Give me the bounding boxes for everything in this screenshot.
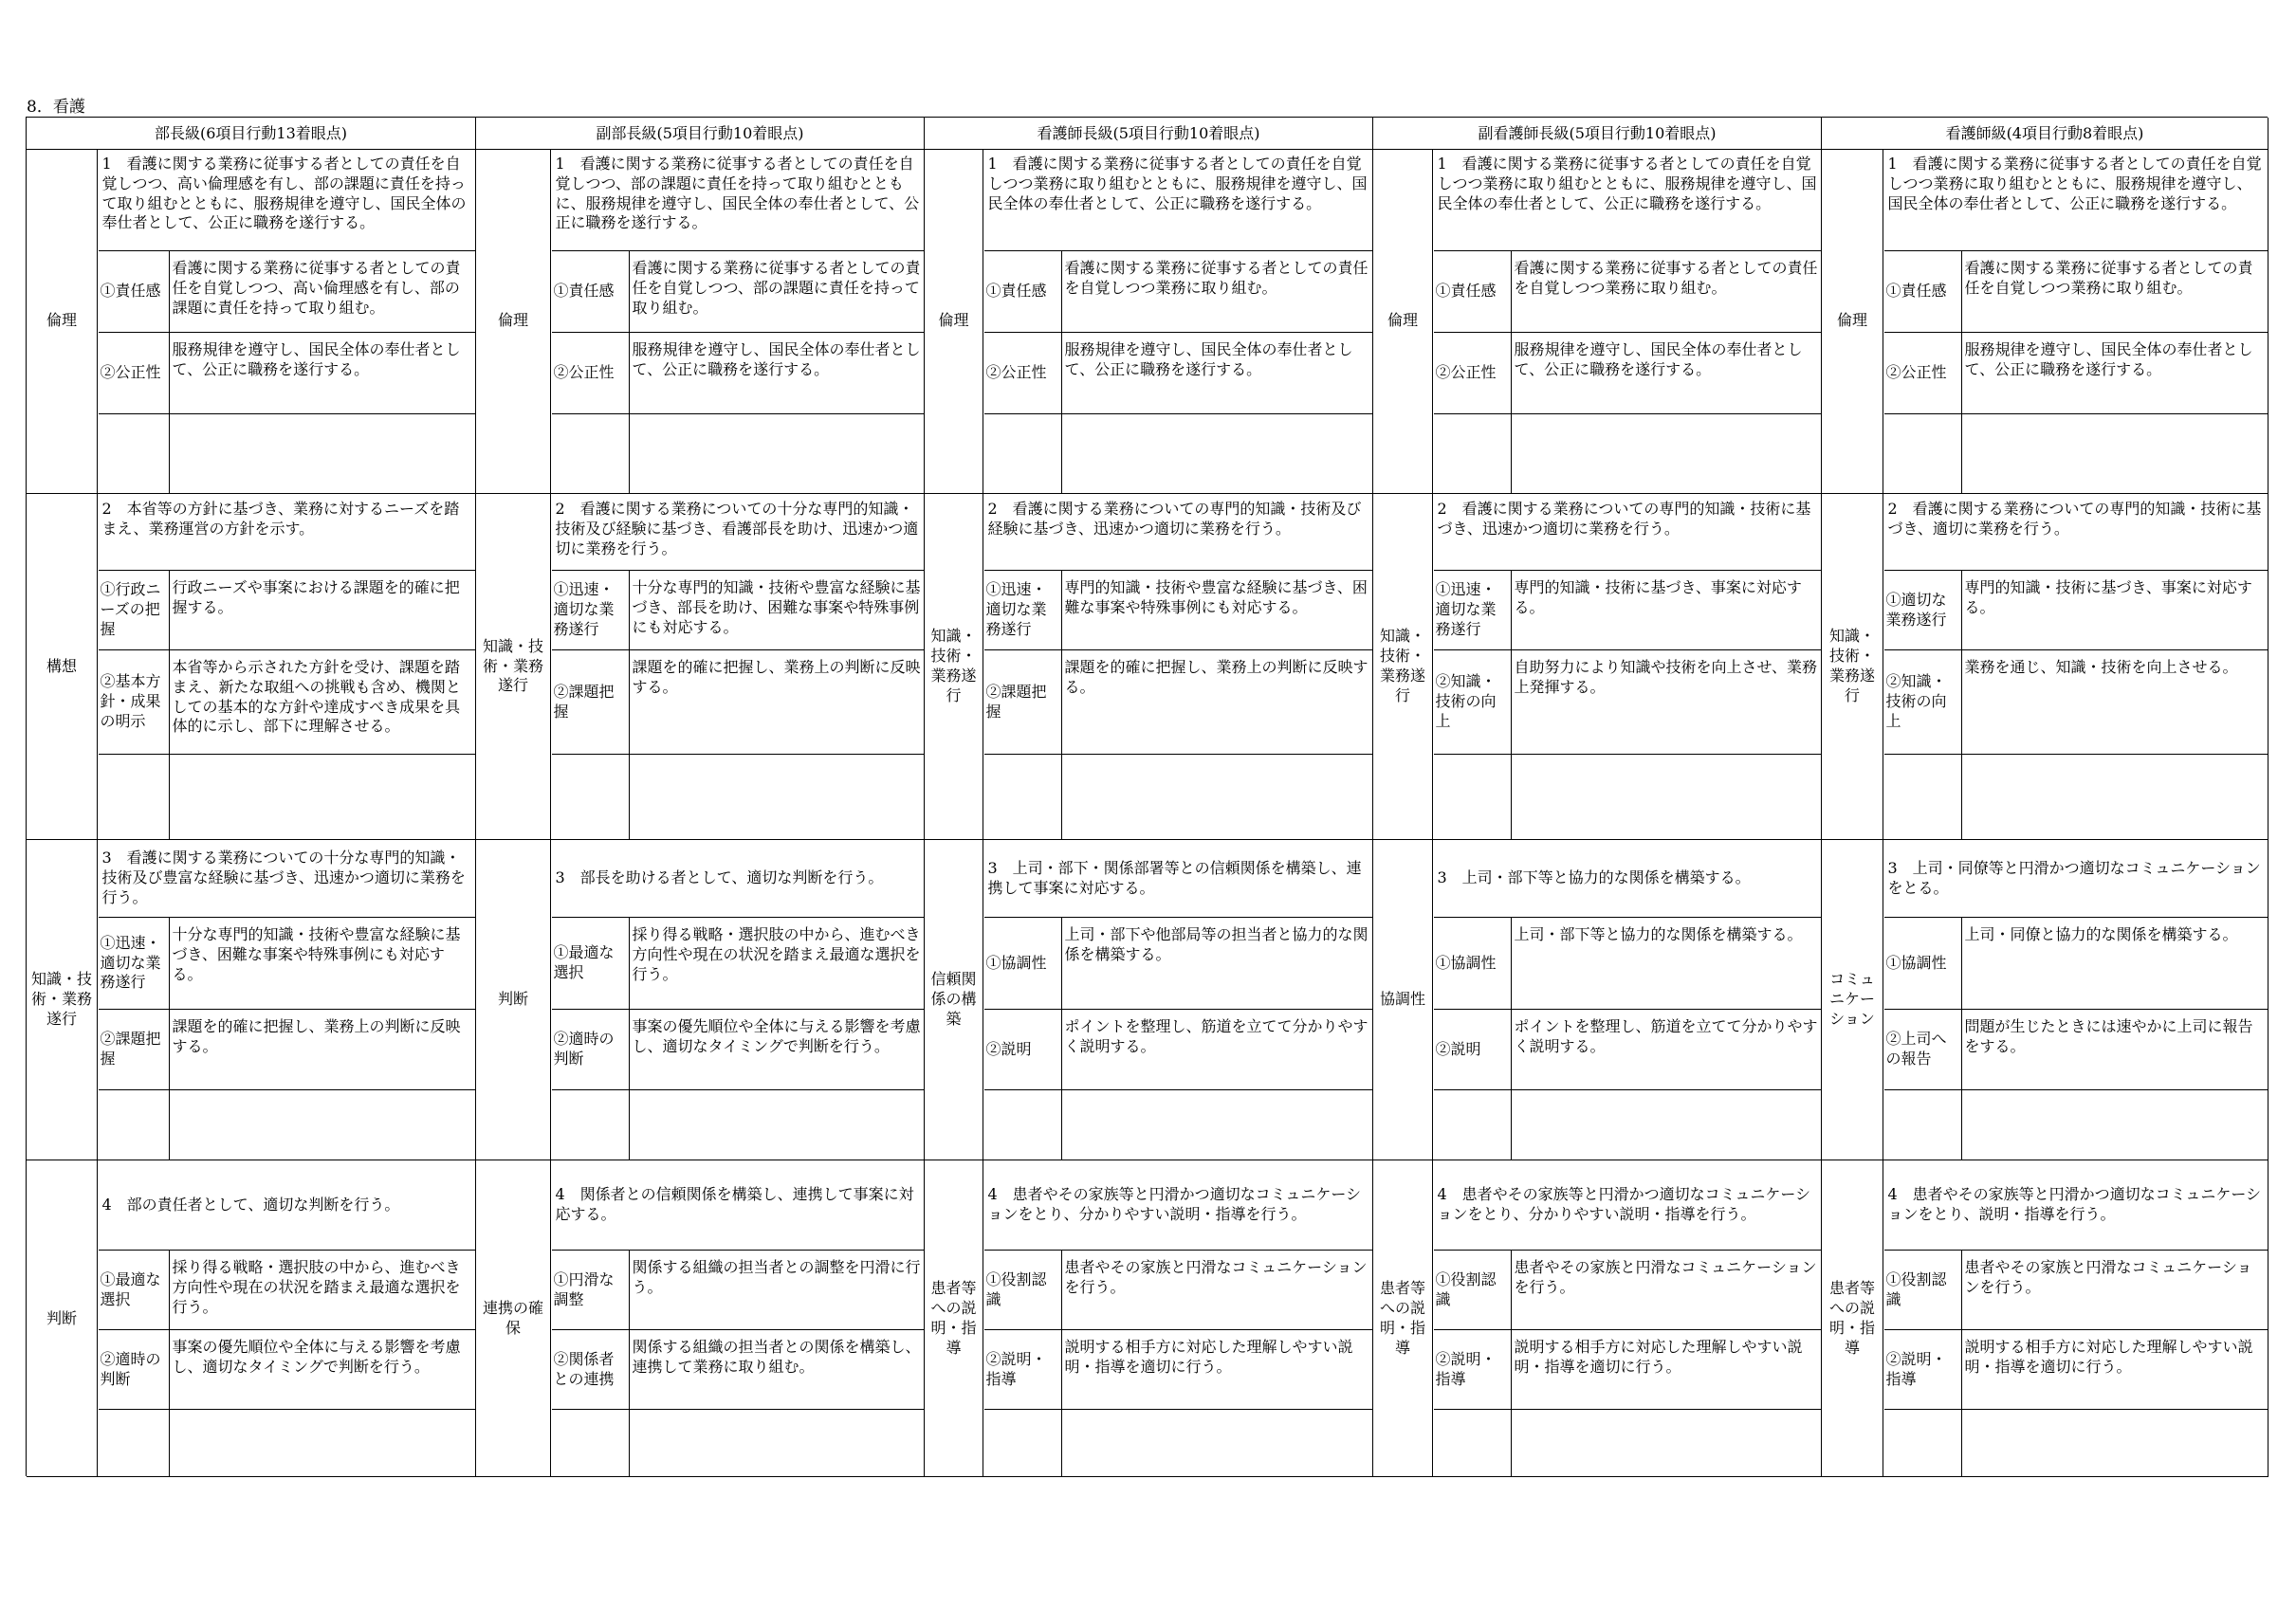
focus-point-text xyxy=(630,1410,925,1477)
focus-point-row xyxy=(1434,1010,1822,1090)
competency-category: 倫理 xyxy=(925,149,983,493)
competency-section xyxy=(1373,1160,1821,1477)
competency-category: 患者等への説明・指導 xyxy=(1822,1160,1883,1477)
focus-point-row xyxy=(552,650,925,755)
focus-point-text: 行政ニーズや事案における課題を的確に把握する。 xyxy=(172,578,460,616)
focus-point-text: 上司・部下や他部局等の担当者と協力的な関係を構築する。 xyxy=(1064,925,1368,963)
focus-point-label: ①協調性 xyxy=(1884,918,1962,1009)
focus-point-label xyxy=(1434,755,1512,840)
focus-point-label xyxy=(1884,414,1962,494)
focus-point-row xyxy=(99,1010,476,1090)
focus-point-text xyxy=(1512,414,1822,494)
focus-point-label: ①責任感 xyxy=(1884,251,1962,332)
focus-point-text xyxy=(1062,414,1373,494)
competency-section xyxy=(1822,840,2268,1160)
focus-point-label: ②公正性 xyxy=(1434,333,1512,413)
focus-point-row xyxy=(1884,650,2268,755)
competency-heading: 2 看護に関する業務についての専門的知識・技術に基づき、適切に業務を行う。 xyxy=(1884,494,2268,571)
competency-heading: 1 看護に関する業務に従事する者としての責任を自覚しつつ業務に取り組むとともに、服務規律を遵守し、国民全体の奉仕者として、公正に職務を遂行する。 xyxy=(1434,149,1822,251)
focus-point-row xyxy=(552,333,925,414)
focus-point-label: ②公正性 xyxy=(552,333,630,413)
focus-point-row xyxy=(1884,1410,2268,1477)
focus-point-label: ②知識・技術の向上 xyxy=(1434,650,1512,754)
focus-point-text: 看護に関する業務に従事する者としての責任を自覚しつつ業務に取り組む。 xyxy=(1064,259,1368,297)
focus-point-text: 業務を通じ、知識・技術を向上させる。 xyxy=(1964,658,2238,676)
competency-section xyxy=(476,149,924,494)
focus-point-row xyxy=(99,1330,476,1410)
focus-point-text xyxy=(1512,1090,1822,1160)
focus-point-label: ②上司への報告 xyxy=(1884,1010,1962,1089)
focus-point-label: ①責任感 xyxy=(552,251,630,332)
focus-point-label: ②説明・指導 xyxy=(1434,1330,1512,1409)
competency-section xyxy=(476,840,924,1160)
competency-section xyxy=(925,1160,1372,1477)
focus-point-text xyxy=(170,755,476,840)
competency-heading: 1 看護に関する業務に従事する者としての責任を自覚しつつ業務に取り組むとともに、服務規律を遵守し、国民全体の奉仕者として、公正に職務を遂行する。 xyxy=(1884,149,2268,251)
competency-category: 患者等への説明・指導 xyxy=(1373,1160,1433,1477)
competency-heading: 4 患者やその家族等と円滑かつ適切なコミュニケーションをとり、説明・指導を行う。 xyxy=(1884,1160,2268,1251)
competency-heading: 3 看護に関する業務についての十分な専門的知識・技術及び豊富な経験に基づき、迅速かつ適切に業務を行う。 xyxy=(99,840,476,918)
focus-point-row xyxy=(984,414,1373,494)
focus-point-label: ②適時の判断 xyxy=(99,1330,170,1409)
competency-category: 知識・技術・業務遂行 xyxy=(27,840,98,1160)
focus-point-text xyxy=(1962,1410,2268,1477)
focus-point-row xyxy=(1884,1090,2268,1160)
focus-point-label xyxy=(552,1410,630,1477)
focus-point-text: 専門的知識・技術に基づき、事案に対応する。 xyxy=(1514,578,1802,616)
focus-point-label: ②課題把握 xyxy=(552,650,630,754)
focus-point-label: ①迅速・適切な業務遂行 xyxy=(984,571,1062,649)
competency-category: 知識・技術・業務遂行 xyxy=(1822,494,1883,839)
grade-header: 部長級(6項目行動13着眼点) xyxy=(27,118,475,150)
focus-point-label: ①責任感 xyxy=(99,251,170,332)
focus-point-label: ①迅速・適切な業務遂行 xyxy=(552,571,630,649)
focus-point-label xyxy=(1434,1410,1512,1477)
focus-point-row xyxy=(552,755,925,840)
focus-point-row xyxy=(1434,571,1822,650)
competency-category: 知識・技術・業務遂行 xyxy=(1373,494,1433,839)
competency-section xyxy=(476,1160,924,1477)
focus-point-text xyxy=(170,1090,476,1160)
focus-point-label: ①役割認識 xyxy=(1434,1251,1512,1329)
focus-point-text: 十分な専門的知識・技術や豊富な経験に基づき、困難な事案や特殊事例にも対応する。 xyxy=(172,925,461,983)
focus-point-label xyxy=(99,1090,170,1160)
grade-header: 看護師長級(5項目行動10着眼点) xyxy=(925,118,1372,150)
focus-point-row xyxy=(1884,414,2268,494)
competency-category: 患者等への説明・指導 xyxy=(925,1160,983,1477)
focus-point-label: ①役割認識 xyxy=(1884,1251,1962,1329)
focus-point-row xyxy=(1434,755,1822,840)
grade-column xyxy=(476,118,925,1477)
grade-column xyxy=(27,118,476,1477)
focus-point-text: 患者やその家族と円滑なコミュニケーションを行う。 xyxy=(1964,1258,2252,1296)
focus-point-row xyxy=(984,650,1373,755)
focus-point-row xyxy=(552,251,925,333)
focus-point-row xyxy=(99,1251,476,1330)
focus-point-row xyxy=(1434,918,1822,1010)
focus-point-label: ②適時の判断 xyxy=(552,1010,630,1089)
evaluation-table xyxy=(26,117,2268,1476)
focus-point-text xyxy=(170,1410,476,1477)
focus-point-row xyxy=(552,571,925,650)
focus-point-text xyxy=(1062,1410,1373,1477)
competency-category: 判断 xyxy=(27,1160,98,1477)
focus-point-text xyxy=(630,414,925,494)
focus-point-row xyxy=(984,1010,1373,1090)
focus-point-text: 看護に関する業務に従事する者としての責任を自覚しつつ、高い倫理感を有し、部の課題に責任を持って取り組む。 xyxy=(172,259,461,317)
focus-point-label xyxy=(984,755,1062,840)
focus-point-label: ①適切な業務遂行 xyxy=(1884,571,1962,649)
focus-point-text: 看護に関する業務に従事する者としての責任を自覚しつつ、部の課題に責任を持って取り組む。 xyxy=(632,259,921,317)
competency-section xyxy=(925,494,1372,840)
competency-section xyxy=(476,494,924,840)
focus-point-row xyxy=(552,1410,925,1477)
focus-point-text: 採り得る戦略・選択肢の中から、進むべき方向性や現在の状況を踏まえ最適な選択を行う。 xyxy=(632,925,921,983)
focus-point-label xyxy=(1884,1410,1962,1477)
focus-point-row xyxy=(99,1410,476,1477)
focus-point-row xyxy=(552,918,925,1010)
focus-point-text: 上司・部下等と協力的な関係を構築する。 xyxy=(1514,925,1803,943)
focus-point-row xyxy=(1434,1410,1822,1477)
competency-heading: 2 看護に関する業務についての十分な専門的知識・技術及び経験に基づき、看護部長を助け、迅速かつ適切に業務を行う。 xyxy=(552,494,925,571)
focus-point-label: ①迅速・適切な業務遂行 xyxy=(99,918,170,1009)
focus-point-label: ①責任感 xyxy=(984,251,1062,332)
focus-point-label: ②課題把握 xyxy=(99,1010,170,1089)
focus-point-row xyxy=(1434,1330,1822,1410)
focus-point-label xyxy=(984,1410,1062,1477)
competency-section xyxy=(1822,149,2268,494)
competency-category: 知識・技術・業務遂行 xyxy=(476,494,551,839)
focus-point-row xyxy=(1434,1090,1822,1160)
competency-category: 倫理 xyxy=(1822,149,1883,493)
focus-point-text: 服務規律を遵守し、国民全体の奉仕者として、公正に職務を遂行する。 xyxy=(1064,340,1353,378)
focus-point-label xyxy=(552,414,630,494)
focus-point-label: ①行政ニーズの把握 xyxy=(99,571,170,649)
focus-point-label xyxy=(552,755,630,840)
focus-point-text: 課題を的確に把握し、業務上の判断に反映する。 xyxy=(632,658,921,696)
competency-section xyxy=(925,840,1372,1160)
focus-point-row xyxy=(984,333,1373,414)
focus-point-row xyxy=(1434,414,1822,494)
focus-point-text: 服務規律を遵守し、国民全体の奉仕者として、公正に職務を遂行する。 xyxy=(1964,340,2253,378)
competency-section xyxy=(27,840,475,1160)
competency-section xyxy=(27,149,475,494)
page-title: 8．看護 xyxy=(27,98,85,117)
competency-category: 連携の確保 xyxy=(476,1160,551,1477)
focus-point-row xyxy=(1434,333,1822,414)
competency-category: 倫理 xyxy=(476,149,551,493)
grade-column xyxy=(925,118,1373,1477)
focus-point-label: ②説明・指導 xyxy=(984,1330,1062,1409)
focus-point-text: 服務規律を遵守し、国民全体の奉仕者として、公正に職務を遂行する。 xyxy=(632,340,921,378)
competency-heading: 3 部長を助ける者として、適切な判断を行う。 xyxy=(552,840,925,918)
focus-point-text xyxy=(170,414,476,494)
focus-point-label: ①役割認識 xyxy=(984,1251,1062,1329)
focus-point-label: ②公正性 xyxy=(984,333,1062,413)
grade-column xyxy=(1373,118,1822,1477)
focus-point-label xyxy=(99,414,170,494)
focus-point-text: 看護に関する業務に従事する者としての責任を自覚しつつ業務に取り組む。 xyxy=(1514,259,1818,297)
focus-point-row xyxy=(984,918,1373,1010)
focus-point-row xyxy=(552,414,925,494)
focus-point-text: 自助努力により知識や技術を向上させ、業務上発揮する。 xyxy=(1514,658,1818,696)
competency-section xyxy=(1373,149,1821,494)
focus-point-label xyxy=(99,755,170,840)
focus-point-text: 専門的知識・技術に基づき、事案に対応する。 xyxy=(1964,578,2252,616)
focus-point-row xyxy=(1884,1330,2268,1410)
competency-heading: 2 看護に関する業務についての専門的知識・技術及び経験に基づき、迅速かつ適切に業務を行う。 xyxy=(984,494,1373,571)
focus-point-label xyxy=(1884,1090,1962,1160)
focus-point-row xyxy=(99,1090,476,1160)
focus-point-text: 服務規律を遵守し、国民全体の奉仕者として、公正に職務を遂行する。 xyxy=(172,340,461,378)
focus-point-text: 問題が生じたときには速やかに上司に報告をする。 xyxy=(1964,1017,2253,1055)
competency-section xyxy=(1822,1160,2268,1477)
competency-section xyxy=(1373,840,1821,1160)
focus-point-row xyxy=(984,755,1373,840)
focus-point-row xyxy=(984,1090,1373,1160)
focus-point-row xyxy=(552,1010,925,1090)
competency-category: 協調性 xyxy=(1373,840,1433,1160)
focus-point-text: 採り得る戦略・選択肢の中から、進むべき方向性や現在の状況を踏まえ最適な選択を行う。 xyxy=(172,1258,461,1316)
focus-point-row xyxy=(1884,571,2268,650)
focus-point-row xyxy=(1884,1251,2268,1330)
focus-point-text: 説明する相手方に対応した理解しやすい説明・指導を適切に行う。 xyxy=(1514,1338,1803,1376)
focus-point-row xyxy=(99,918,476,1010)
competency-section xyxy=(925,149,1372,494)
focus-point-label: ②知識・技術の向上 xyxy=(1884,650,1962,754)
focus-point-label: ②説明・指導 xyxy=(1884,1330,1962,1409)
focus-point-label: ②課題把握 xyxy=(984,650,1062,754)
focus-point-row xyxy=(1434,650,1822,755)
focus-point-text xyxy=(1062,1090,1373,1160)
competency-heading: 3 上司・部下等と協力的な関係を構築する。 xyxy=(1434,840,1822,918)
focus-point-text xyxy=(630,1090,925,1160)
focus-point-label: ①責任感 xyxy=(1434,251,1512,332)
focus-point-text xyxy=(1512,755,1822,840)
focus-point-text: 関係する組織の担当者との調整を円滑に行う。 xyxy=(632,1258,921,1296)
focus-point-text: 十分な専門的知識・技術や豊富な経験に基づき、部長を助け、困難な事案や特殊事例にも対応する。 xyxy=(632,578,921,636)
competency-category: 倫理 xyxy=(27,149,98,493)
focus-point-text: 本省等から示された方針を受け、課題を踏まえ、新たな取組への挑戦も含め、機関としての基本的な方針や達成すべき成果を具体的に示し、部下に理解させる。 xyxy=(172,658,461,736)
focus-point-label: ①協調性 xyxy=(984,918,1062,1009)
competency-section xyxy=(1822,494,2268,840)
focus-point-row xyxy=(99,755,476,840)
focus-point-text: ポイントを整理し、筋道を立てて分かりやすく説明する。 xyxy=(1514,1017,1818,1055)
focus-point-text: 課題を的確に把握し、業務上の判断に反映する。 xyxy=(172,1017,461,1055)
focus-point-row xyxy=(552,1090,925,1160)
focus-point-row xyxy=(99,333,476,414)
focus-point-text: 事案の優先順位や全体に与える影響を考慮し、適切なタイミングで判断を行う。 xyxy=(632,1017,921,1055)
focus-point-row xyxy=(984,571,1373,650)
grade-column xyxy=(1822,118,2268,1477)
focus-point-label: ②説明 xyxy=(984,1010,1062,1089)
focus-point-row xyxy=(984,1251,1373,1330)
focus-point-text xyxy=(1962,1090,2268,1160)
focus-point-row xyxy=(1884,251,2268,333)
competency-heading: 1 看護に関する業務に従事する者としての責任を自覚しつつ業務に取り組むとともに、服務規律を遵守し、国民全体の奉仕者として、公正に職務を遂行する。 xyxy=(984,149,1373,251)
competency-category: コミュニケーション xyxy=(1822,840,1883,1160)
competency-section xyxy=(27,1160,475,1477)
competency-heading: 2 看護に関する業務についての専門的知識・技術に基づき、迅速かつ適切に業務を行う。 xyxy=(1434,494,1822,571)
focus-point-text: 看護に関する業務に従事する者としての責任を自覚しつつ業務に取り組む。 xyxy=(1964,259,2253,297)
focus-point-row xyxy=(1884,755,2268,840)
focus-point-label: ②関係者との連携 xyxy=(552,1330,630,1409)
focus-point-row xyxy=(99,650,476,755)
focus-point-text: 事案の優先順位や全体に与える影響を考慮し、適切なタイミングで判断を行う。 xyxy=(172,1338,461,1376)
competency-heading: 1 看護に関する業務に従事する者としての責任を自覚しつつ、部の課題に責任を持って取り組むとともに、服務規律を遵守し、国民全体の奉仕者として、公正に職務を遂行する。 xyxy=(552,149,925,251)
focus-point-row xyxy=(99,414,476,494)
competency-category: 構想 xyxy=(27,494,98,839)
focus-point-text: 患者やその家族と円滑なコミュニケーションを行う。 xyxy=(1514,1258,1817,1296)
focus-point-label: ①迅速・適切な業務遂行 xyxy=(1434,571,1512,649)
competency-section xyxy=(1373,494,1821,840)
focus-point-text: 服務規律を遵守し、国民全体の奉仕者として、公正に職務を遂行する。 xyxy=(1514,340,1803,378)
focus-point-label xyxy=(99,1410,170,1477)
focus-point-text: 説明する相手方に対応した理解しやすい説明・指導を適切に行う。 xyxy=(1064,1338,1353,1376)
competency-heading: 2 本省等の方針に基づき、業務に対するニーズを踏まえ、業務運営の方針を示す。 xyxy=(99,494,476,571)
focus-point-label: ②基本方針・成果の明示 xyxy=(99,650,170,754)
focus-point-text: 課題を的確に把握し、業務上の判断に反映する。 xyxy=(1064,658,1368,696)
focus-point-text: 説明する相手方に対応した理解しやすい説明・指導を適切に行う。 xyxy=(1964,1338,2253,1376)
competency-heading: 3 上司・同僚等と円滑かつ適切なコミュニケーションをとる。 xyxy=(1884,840,2268,918)
competency-heading: 4 患者やその家族等と円滑かつ適切なコミュニケーションをとり、分かりやすい説明・指導を行う。 xyxy=(984,1160,1373,1251)
focus-point-text xyxy=(1062,755,1373,840)
competency-category: 信頼関係の構築 xyxy=(925,840,983,1160)
focus-point-label: ①最適な選択 xyxy=(552,918,630,1009)
focus-point-text xyxy=(1512,1410,1822,1477)
competency-heading: 4 部の責任者として、適切な判断を行う。 xyxy=(99,1160,476,1251)
focus-point-label xyxy=(984,414,1062,494)
grade-header: 看護師級(4項目行動8着眼点) xyxy=(1822,118,2268,150)
focus-point-row xyxy=(1884,1010,2268,1090)
focus-point-row xyxy=(1434,251,1822,333)
focus-point-row xyxy=(984,251,1373,333)
grade-header: 副看護師長級(5項目行動10着眼点) xyxy=(1373,118,1821,150)
focus-point-row xyxy=(984,1330,1373,1410)
focus-point-text xyxy=(1962,414,2268,494)
focus-point-row xyxy=(99,571,476,650)
focus-point-row xyxy=(1884,918,2268,1010)
focus-point-row xyxy=(1434,1251,1822,1330)
focus-point-label xyxy=(984,1090,1062,1160)
competency-heading: 4 患者やその家族等と円滑かつ適切なコミュニケーションをとり、分かりやすい説明・指導を行う。 xyxy=(1434,1160,1822,1251)
focus-point-text: 専門的知識・技術や豊富な経験に基づき、困難な事案や特殊事例にも対応する。 xyxy=(1064,578,1368,616)
focus-point-label xyxy=(1434,414,1512,494)
focus-point-label: ②公正性 xyxy=(99,333,170,413)
focus-point-row xyxy=(1884,333,2268,414)
focus-point-text xyxy=(1962,755,2268,840)
focus-point-label: ①最適な選択 xyxy=(99,1251,170,1329)
grade-header: 副部長級(5項目行動10着眼点) xyxy=(476,118,924,150)
competency-category: 判断 xyxy=(476,840,551,1160)
focus-point-text xyxy=(630,755,925,840)
competency-category: 倫理 xyxy=(1373,149,1433,493)
focus-point-label: ①円滑な調整 xyxy=(552,1251,630,1329)
focus-point-label: ①協調性 xyxy=(1434,918,1512,1009)
focus-point-row xyxy=(552,1330,925,1410)
focus-point-row xyxy=(99,251,476,333)
competency-heading: 4 関係者との信頼関係を構築し、連携して事案に対応する。 xyxy=(552,1160,925,1251)
competency-heading: 1 看護に関する業務に従事する者としての責任を自覚しつつ、高い倫理感を有し、部の課題に責任を持って取り組むとともに、服務規律を遵守し、国民全体の奉仕者として、公正に職務を遂行する。 xyxy=(99,149,476,251)
focus-point-row xyxy=(552,1251,925,1330)
focus-point-label: ②説明 xyxy=(1434,1010,1512,1089)
competency-section xyxy=(27,494,475,840)
focus-point-row xyxy=(984,1410,1373,1477)
competency-heading: 3 上司・部下・関係部署等との信頼関係を構築し、連携して事案に対応する。 xyxy=(984,840,1373,918)
focus-point-label xyxy=(1434,1090,1512,1160)
focus-point-label xyxy=(552,1090,630,1160)
focus-point-text: ポイントを整理し、筋道を立てて分かりやすく説明する。 xyxy=(1064,1017,1368,1055)
focus-point-text: 上司・同僚と協力的な関係を構築する。 xyxy=(1964,925,2238,943)
competency-category: 知識・技術・業務遂行 xyxy=(925,494,983,839)
focus-point-label xyxy=(1884,755,1962,840)
focus-point-label: ②公正性 xyxy=(1884,333,1962,413)
focus-point-text: 患者やその家族と円滑なコミュニケーションを行う。 xyxy=(1064,1258,1368,1296)
focus-point-text: 関係する組織の担当者との関係を構築し、連携して業務に取り組む。 xyxy=(632,1338,921,1376)
